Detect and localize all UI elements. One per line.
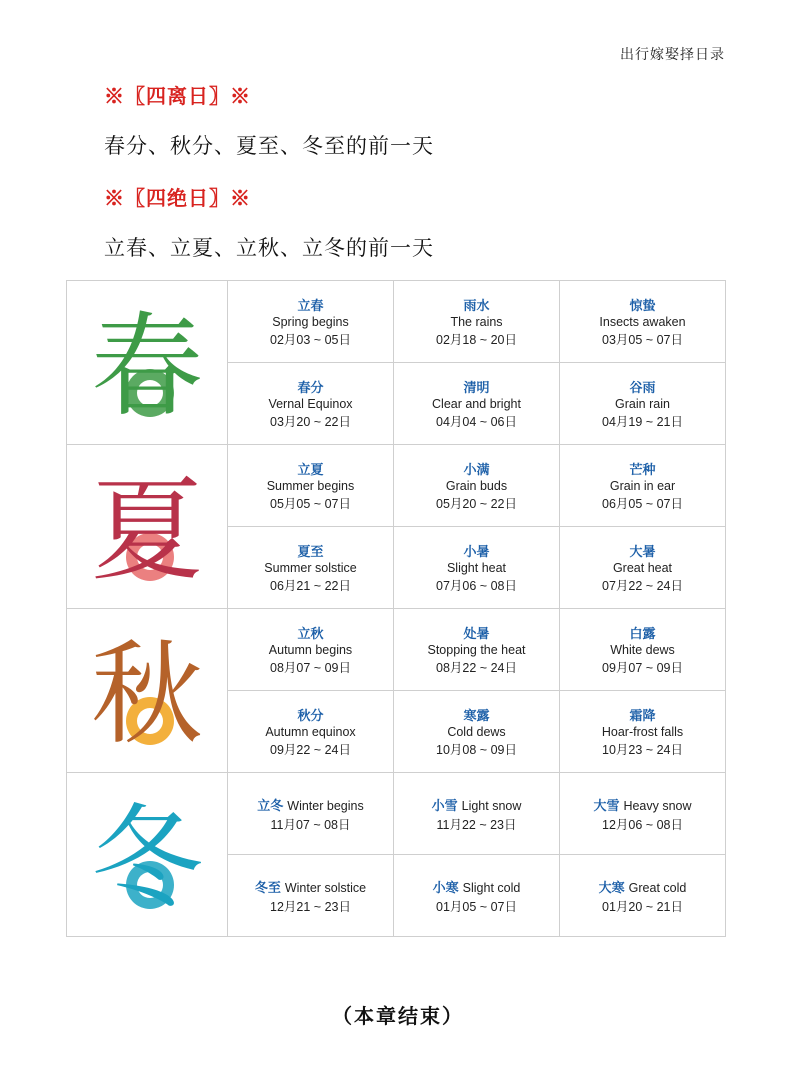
section-title-four-separation-days: ※〖四离日〗※ xyxy=(104,84,251,108)
season-glyph-text: 秋 xyxy=(91,629,203,760)
solar-term-cell xyxy=(228,445,394,527)
solar-term-chinese: 秋分 xyxy=(297,708,324,723)
season-glyph-cell-summer xyxy=(67,445,228,609)
solar-term-english: Slight cold xyxy=(462,880,521,895)
solar-term-cell xyxy=(394,691,560,773)
solar-term-chinese: 立夏 xyxy=(297,462,324,477)
season-glyph-cell-winter xyxy=(67,773,228,937)
solar-term-english: Summer begins xyxy=(266,479,355,493)
solar-term-date: 02月03 ~ 05日 xyxy=(270,333,351,347)
solar-term-chinese: 霜降 xyxy=(629,708,656,723)
solar-term-english: Insects awaken xyxy=(599,315,686,329)
solar-term-date: 05月05 ~ 07日 xyxy=(270,497,351,511)
table-row xyxy=(67,609,726,691)
solar-term-date: 02月18 ~ 20日 xyxy=(436,333,517,347)
section-text-four-extinction-days: 立春、立夏、立秋、立冬的前一天 xyxy=(104,236,434,260)
solar-term-cell xyxy=(394,609,560,691)
solar-term-content xyxy=(394,877,559,915)
solar-term-content xyxy=(560,795,725,833)
solar-term-date: 04月19 ~ 21日 xyxy=(602,415,683,429)
solar-term-chinese: 清明 xyxy=(463,380,490,395)
solar-term-date: 10月23 ~ 24日 xyxy=(602,743,683,757)
solar-term-content xyxy=(394,377,559,430)
solar-term-english: Winter begins xyxy=(287,798,364,813)
solar-term-content xyxy=(394,795,559,833)
solar-term-chinese: 大雪 xyxy=(593,797,620,813)
solar-term-english: Clear and bright xyxy=(432,397,521,411)
solar-term-cell xyxy=(394,281,560,363)
solar-term-name-line xyxy=(255,877,366,896)
solar-term-content xyxy=(394,541,559,594)
solar-term-date: 07月22 ~ 24日 xyxy=(602,579,683,593)
solar-term-cell xyxy=(228,527,394,609)
solar-term-date: 08月07 ~ 09日 xyxy=(270,661,351,675)
solar-term-cell xyxy=(560,363,726,445)
solar-term-english: Vernal Equinox xyxy=(268,397,353,411)
solar-term-content xyxy=(228,459,393,512)
solar-term-content xyxy=(560,377,725,430)
solar-term-content xyxy=(394,623,559,676)
season-glyph-text: 夏 xyxy=(91,465,203,596)
solar-term-content xyxy=(560,623,725,676)
table-row xyxy=(67,281,726,363)
solar-term-english: Great cold xyxy=(628,880,687,895)
solar-term-content xyxy=(228,541,393,594)
solar-term-content xyxy=(394,705,559,758)
season-glyph-text: 春 xyxy=(91,301,203,432)
solar-term-content xyxy=(228,623,393,676)
solar-term-date: 04月04 ~ 06日 xyxy=(436,415,517,429)
solar-term-cell xyxy=(228,855,394,937)
solar-term-chinese: 处暑 xyxy=(463,626,490,641)
solar-term-cell xyxy=(394,363,560,445)
solar-term-chinese: 谷雨 xyxy=(629,380,656,395)
solar-term-cell xyxy=(228,363,394,445)
solar-term-chinese: 小寒 xyxy=(432,879,459,895)
solar-term-content xyxy=(228,705,393,758)
solar-term-english: Cold dews xyxy=(447,725,506,739)
solar-term-chinese: 小雪 xyxy=(431,797,458,813)
solar-term-english: Grain in ear xyxy=(609,479,676,493)
solar-term-cell xyxy=(228,691,394,773)
solar-term-cell xyxy=(228,609,394,691)
season-glyph-cell-autumn xyxy=(67,609,228,773)
solar-term-cell xyxy=(394,855,560,937)
solar-term-date: 01月20 ~ 21日 xyxy=(602,899,683,914)
solar-term-cell xyxy=(560,691,726,773)
solar-term-cell xyxy=(394,773,560,855)
solar-term-english: Hoar-frost falls xyxy=(601,725,684,739)
table-row xyxy=(67,773,726,855)
solar-term-chinese: 雨水 xyxy=(463,298,490,313)
solar-term-chinese: 惊蛰 xyxy=(629,298,656,313)
solar-term-english: Stopping the heat xyxy=(427,643,526,657)
solar-term-content xyxy=(560,541,725,594)
chapter-end-note: （本章结束） xyxy=(332,1004,464,1028)
solar-term-date: 08月22 ~ 24日 xyxy=(436,661,517,675)
solar-term-cell xyxy=(560,527,726,609)
solar-term-chinese: 立春 xyxy=(297,298,324,313)
season-glyph-spring xyxy=(82,293,212,433)
solar-term-chinese: 春分 xyxy=(297,380,324,395)
solar-term-english: Grain rain xyxy=(615,397,670,411)
solar-term-cell xyxy=(228,773,394,855)
solar-term-chinese: 立秋 xyxy=(297,626,324,641)
solar-term-cell xyxy=(394,445,560,527)
solar-term-english: Summer solstice xyxy=(264,561,357,575)
solar-term-cell xyxy=(560,281,726,363)
solar-term-chinese: 寒露 xyxy=(463,708,490,723)
solar-term-date: 10月08 ~ 09日 xyxy=(436,743,517,757)
solar-term-english: The rains xyxy=(450,315,503,329)
solar-term-cell xyxy=(560,855,726,937)
solar-term-date: 09月22 ~ 24日 xyxy=(270,743,351,757)
solar-term-english: Autumn equinox xyxy=(265,725,356,739)
solar-term-date: 12月21 ~ 23日 xyxy=(270,899,351,914)
solar-term-date: 03月20 ~ 22日 xyxy=(270,415,351,429)
solar-term-chinese: 冬至 xyxy=(254,879,281,895)
solar-term-english: Great heat xyxy=(612,561,673,575)
solar-term-name-line xyxy=(433,877,521,896)
solar-term-chinese: 夏至 xyxy=(297,544,324,559)
solar-term-chinese: 大暑 xyxy=(629,544,656,559)
solar-term-english: Autumn begins xyxy=(268,643,353,657)
solar-term-english: Light snow xyxy=(461,798,522,813)
solar-term-date: 07月06 ~ 08日 xyxy=(436,579,517,593)
solar-term-cell xyxy=(560,609,726,691)
solar-term-date: 01月05 ~ 07日 xyxy=(436,899,517,914)
solar-term-date: 11月22 ~ 23日 xyxy=(436,817,517,832)
solar-term-content xyxy=(228,295,393,348)
solar-term-english: Heavy snow xyxy=(623,798,692,813)
solar-term-content xyxy=(228,877,393,915)
solar-term-english: Spring begins xyxy=(272,315,349,329)
solar-term-chinese: 白露 xyxy=(629,626,656,641)
season-glyph-text: 冬 xyxy=(91,793,203,924)
solar-term-name-line xyxy=(593,795,691,814)
solar-term-content xyxy=(394,459,559,512)
solar-term-chinese: 小满 xyxy=(463,462,490,477)
solar-terms-table xyxy=(66,280,726,937)
solar-term-cell xyxy=(228,281,394,363)
solar-term-english: Grain buds xyxy=(445,479,508,493)
solar-term-date: 11月07 ~ 08日 xyxy=(270,817,351,832)
solar-term-chinese: 大寒 xyxy=(598,879,625,895)
solar-term-content xyxy=(560,705,725,758)
solar-term-cell xyxy=(394,527,560,609)
solar-term-name-line xyxy=(257,795,363,814)
solar-term-name-line xyxy=(432,795,522,814)
solar-term-content xyxy=(560,459,725,512)
solar-term-english: Slight heat xyxy=(446,561,507,575)
solar-term-chinese: 芒种 xyxy=(629,462,656,477)
solar-term-content xyxy=(394,295,559,348)
solar-term-date: 03月05 ~ 07日 xyxy=(602,333,683,347)
solar-term-name-line xyxy=(599,877,687,896)
solar-term-chinese: 小暑 xyxy=(463,544,490,559)
table-row xyxy=(67,445,726,527)
solar-term-english: Winter solstice xyxy=(284,880,367,895)
season-glyph-autumn xyxy=(82,621,212,761)
solar-term-cell xyxy=(560,445,726,527)
season-glyph-winter xyxy=(82,785,212,925)
section-text-four-separation-days: 春分、秋分、夏至、冬至的前一天 xyxy=(104,134,434,158)
solar-term-date: 05月20 ~ 22日 xyxy=(436,497,517,511)
section-title-four-extinction-days: ※〖四绝日〗※ xyxy=(104,186,251,210)
season-glyph-summer xyxy=(82,457,212,597)
solar-term-date: 09月07 ~ 09日 xyxy=(602,661,683,675)
solar-term-cell xyxy=(560,773,726,855)
season-glyph-cell-spring xyxy=(67,281,228,445)
solar-term-chinese: 立冬 xyxy=(257,797,284,813)
solar-term-date: 06月05 ~ 07日 xyxy=(602,497,683,511)
solar-term-content xyxy=(228,795,393,833)
solar-term-content xyxy=(228,377,393,430)
solar-term-english: White dews xyxy=(610,643,675,657)
solar-term-content xyxy=(560,295,725,348)
solar-term-content xyxy=(560,877,725,915)
running-header: 出行嫁娶择日录 xyxy=(620,47,725,63)
solar-term-date: 06月21 ~ 22日 xyxy=(270,579,351,593)
solar-term-date: 12月06 ~ 08日 xyxy=(602,817,683,832)
